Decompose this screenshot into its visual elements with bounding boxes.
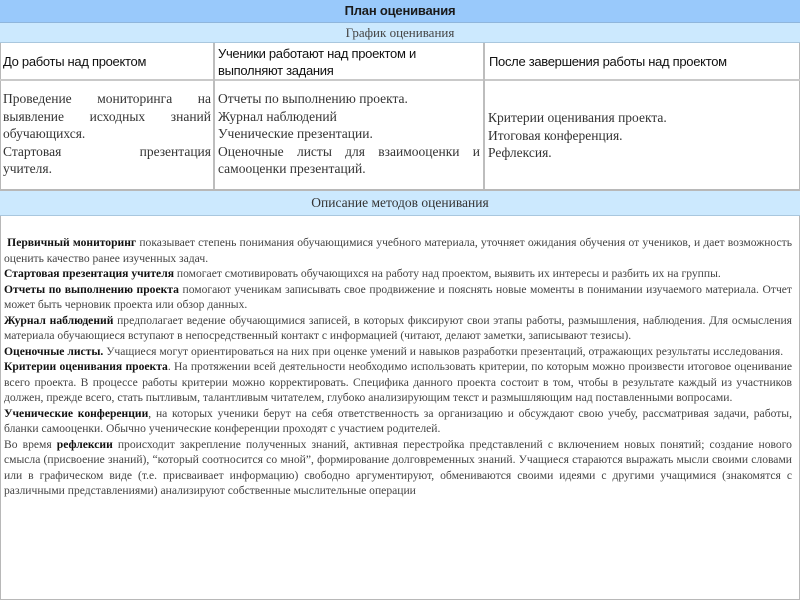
method-term: Стартовая презентация учителя	[4, 267, 174, 280]
before-monitoring: Проведение мониторинга на выявление исходных знаний обучающихся.	[3, 91, 211, 141]
method-paragraph	[4, 437, 792, 499]
method-term: Оценочные листы.	[4, 344, 104, 358]
method-prefix: Во время	[4, 437, 57, 451]
during-item: Ученические презентации.	[218, 126, 373, 141]
cell-after	[488, 109, 793, 162]
after-item: Рефлексия.	[488, 145, 552, 160]
column-header-after: После завершения работы над проектом	[489, 53, 727, 69]
method-term: Отчеты по выполнению проекта	[4, 282, 179, 296]
after-item: Итоговая конференция.	[488, 127, 623, 143]
before-presentation-text: Стартовая презентация учителя.	[3, 143, 211, 176]
method-term: рефлексии	[56, 437, 113, 451]
schedule-subtitle: График оценивания	[0, 23, 800, 43]
method-term: Ученические конференции	[4, 406, 149, 420]
method-text: происходит закрепление полученных знаний, активная перестройка представлений с включением новых понятий; создание нового смысла (присвоение знаний), “который соотносится со мной”, формирование долговременных знаний. Учащиеся стараются выражать мысли своими словами или в графическом виде (т.е. присваивает информацию) свободно аргументируют, обмениваются своими идеями с другими учащимися (знакомятся с различными представлениями) анализируют собственные мыслительные операции	[4, 437, 792, 497]
after-item: Критерии оценивания проекта.	[488, 110, 667, 125]
method-text: помогает смотивировать обучающихся на работу над проектом, выявить их интересы и разбить их на группы.	[173, 267, 721, 280]
method-text: помогают ученикам записывать свое продвижение и пояснять новые моменты в понимании изучаемого материала. Отчет может быть черновик проекта или обзор данных.	[4, 282, 793, 311]
during-item: Оценочные листы для взаимооценки и самооценки презентаций.	[218, 143, 480, 176]
method-paragraph	[4, 266, 792, 282]
method-text: , на которых ученики берут на себя ответственность за организацию и обсуждают свою учебу, рассматривая задачи, работы, бланки самооценки. Обычно ученические конференции проходят с участием родителей.	[4, 406, 792, 435]
method-text: показывает степень понимания обучающимися учебного материала, уточняет ожидания обучения от учеников, и дает возможность оценить качество ранее изученных задач.	[4, 236, 793, 265]
method-term: Журнал наблюдений	[4, 313, 114, 327]
schedule-table	[0, 43, 800, 190]
cell-before	[3, 90, 211, 178]
during-item: Журнал наблюдений	[218, 108, 337, 124]
method-text: . На протяжении всей деятельности необходимо использовать критерии, по которым можно произвести итоговое оценивание всего проекта. В процессе работы критерии можно корректировать. Специфика данного проекта состоит в том, чтобы в результате каждый из участников должен, прежде всего, стать пытливым, талантливым читателем, глубоко анализирующим текст и размышляющим над поставленными вопросами.	[4, 360, 793, 404]
method-text: Учащиеся могут ориентироваться на них при оценке умений и навыков разработки презентаций, отражающих результаты исследования.	[103, 344, 784, 358]
method-paragraph	[4, 235, 792, 266]
before-presentation	[3, 143, 211, 178]
method-paragraph	[4, 359, 792, 406]
method-text: предполагает ведение обучающимися записей, в которых фиксируют свои этапы работы, размышления, наблюдения. Для осмысления материала обучающиеся вступают в непосредственный контакт с информацией (читают, делают заметки, записывают тезисы).	[4, 313, 793, 342]
method-paragraph	[4, 282, 792, 313]
page-title: План оценивания	[0, 0, 800, 23]
header-divider	[0, 79, 800, 81]
column-header-during: Ученики работают над проектом и выполняют задания	[218, 46, 416, 78]
description-heading: Описание методов оценивания	[0, 191, 800, 216]
method-paragraph	[4, 344, 792, 360]
cell-during	[218, 90, 480, 178]
column-divider	[483, 43, 485, 190]
description-body	[4, 235, 792, 499]
method-paragraph	[4, 313, 792, 344]
method-term: Критерии оценивания проекта	[4, 360, 168, 373]
column-divider	[213, 43, 215, 190]
method-paragraph	[4, 406, 792, 437]
during-item: Отчеты по выполнению проекта.	[218, 91, 408, 106]
column-header-before: До работы над проектом	[3, 53, 147, 69]
method-term: Первичный мониторинг	[7, 236, 137, 249]
